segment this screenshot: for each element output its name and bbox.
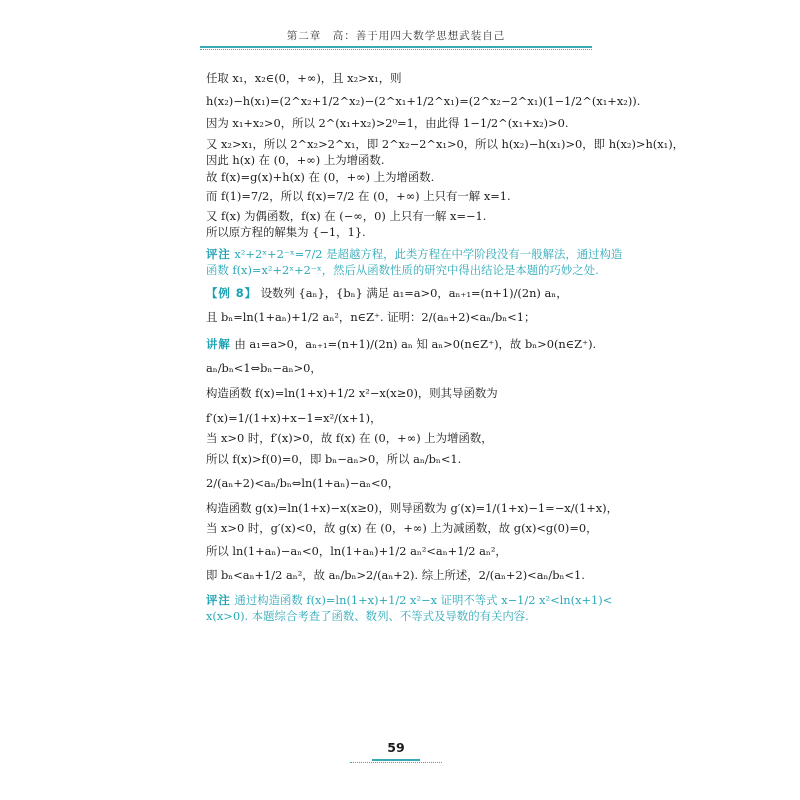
comment-tag: 评注 (206, 592, 231, 607)
example-block (206, 285, 592, 302)
solution-line: 构造函数 f(x)=ln(1+x)+1/2 x²−x(x≥0)，则其导函数为 (206, 385, 498, 400)
comment-text: 通过构造函数 f(x)=ln(1+x)+1/2 x²−x 证明不等式 x−1/2 x²<ln(x+1)< (234, 592, 613, 607)
text-line: 因为 x₁+x₂>0，所以 2^(x₁+x₂)>2⁰=1，由此得 1−1/2^(x₁+x₂)>0. (206, 116, 569, 131)
solution-line: 当 x>0 时，f′(x)>0，故 f(x) 在 (0，+∞) 上为增函数， (206, 431, 493, 446)
footer-rule (372, 759, 420, 761)
comment-block (206, 246, 623, 263)
example-tag: 【例 8】 (206, 285, 258, 300)
comment-text: x²+2ˣ+2⁻ˣ=7/2 是超越方程，此类方程在中学阶段没有一般解法，通过构造 (234, 246, 623, 261)
text-line: 故 f(x)=g(x)+h(x) 在 (0，+∞) 上为增函数. (206, 169, 435, 184)
solution-text: 由 a₁=a>0，aₙ₊₁=(n+1)/(2n) aₙ 知 aₙ>0(n∈Z⁺)，故 bₙ>0(n∈Z⁺). (234, 336, 597, 351)
text-line: 又 f(x) 为偶函数，f(x) 在 (−∞，0) 上只有一解 x=−1. (206, 208, 487, 223)
solution-tag: 讲解 (206, 336, 231, 351)
text-line: 所以原方程的解集为 {−1，1}. (206, 225, 366, 240)
solution-block (206, 336, 597, 353)
page-body (206, 70, 685, 625)
solution-line: 即 bₙ<aₙ+1/2 aₙ²，故 aₙ/bₙ>2/(aₙ+2). 综上所述，2/(aₙ+2)<aₙ/bₙ<1. (206, 568, 585, 583)
text-line: h(x₂)−h(x₁)=(2^x₂+1/2^x₂)−(2^x₁+1/2^x₁)=(2^x₂−2^x₁)(1−1/2^(x₁+x₂)). (206, 93, 641, 108)
text-line: 而 f(1)=7/2，所以 f(x)=7/2 在 (0，+∞) 上只有一解 x=1. (206, 189, 511, 204)
header-dotted-rule (200, 49, 592, 50)
solution-line: 当 x>0 时，g′(x)<0，故 g(x) 在 (0，+∞) 上为减函数，故 g(x)<g(0)=0， (206, 521, 598, 536)
page-number: 59 (387, 740, 405, 755)
running-header (200, 26, 592, 62)
example-text-line: 且 bₙ=ln(1+aₙ)+1/2 aₙ²，n∈Z⁺. 证明：2/(aₙ+2)<aₙ/bₙ<1； (206, 310, 536, 325)
comment-block (206, 592, 613, 609)
text-line: 任取 x₁，x₂∈(0，+∞)，且 x₂>x₁，则 (206, 71, 402, 85)
header-rule (200, 46, 592, 48)
solution-line: 所以 f(x)>f(0)=0，即 bₙ−aₙ>0，所以 aₙ/bₙ<1. (206, 451, 462, 466)
footer-dotted-rule (350, 762, 442, 763)
comment-text-line: 函数 f(x)=x²+2ˣ+2⁻ˣ，然后从函数性质的研究中得出结论是本题的巧妙之处. (206, 263, 599, 278)
solution-line: f′(x)=1/(1+x)+x−1=x²/(x+1)， (206, 410, 382, 425)
page-footer (200, 740, 592, 770)
solution-line: 所以 ln(1+aₙ)−aₙ<0，ln(1+aₙ)+1/2 aₙ²<aₙ+1/2 aₙ²， (206, 543, 507, 558)
text-line: 又 x₂>x₁，所以 2^x₂>2^x₁，即 2^x₂−2^x₁>0，所以 h(x₂)−h(x₁)>0，即 h(x₂)>h(x₁)， (206, 136, 685, 151)
solution-line: aₙ/bₙ<1⇔bₙ−aₙ>0， (206, 361, 322, 376)
solution-line: 2/(aₙ+2)<aₙ/bₙ⇔ln(1+aₙ)−aₙ<0， (206, 476, 400, 491)
running-title: 第二章 高：善于用四大数学思想武装自己 (286, 30, 506, 42)
text-line: 因此 h(x) 在 (0，+∞) 上为增函数. (206, 153, 385, 168)
solution-line: 构造函数 g(x)=ln(1+x)−x(x≥0)，则导函数为 g′(x)=1/(1+x)−1=−x/(1+x)， (206, 500, 619, 515)
example-text: 设数列 {aₙ}，{bₙ} 满足 a₁=a>0，aₙ₊₁=(n+1)/(2n) aₙ， (260, 285, 568, 300)
comment-text-line: x(x>0). 本题综合考查了函数、数列、不等式及导数的有关内容. (206, 609, 529, 624)
comment-tag: 评注 (206, 246, 231, 261)
